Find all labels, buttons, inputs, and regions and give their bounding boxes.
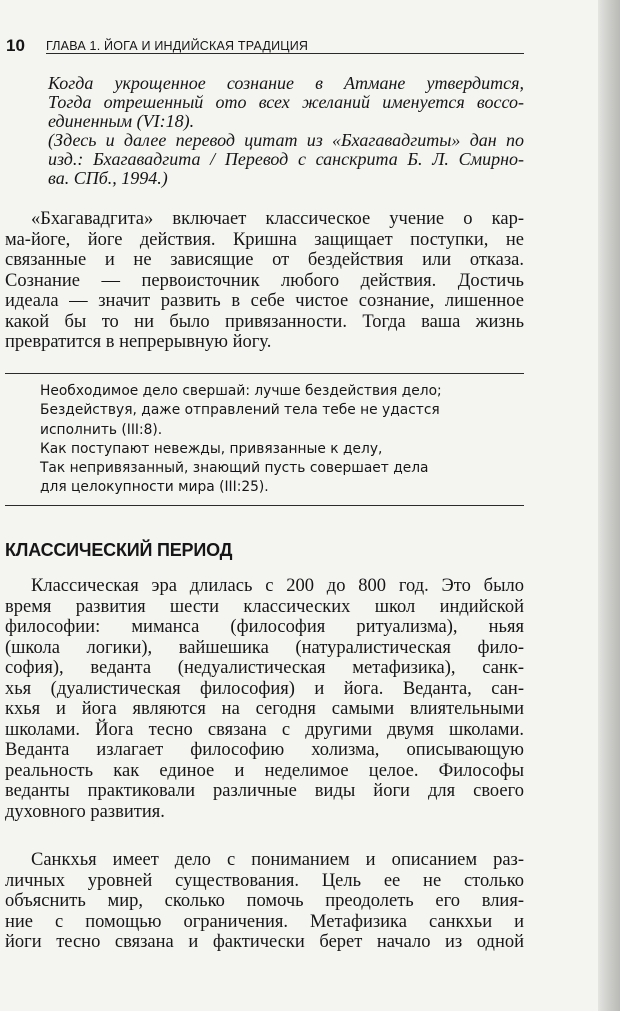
paragraph-line: Санкхья имеет дело с пониманием и описанием раз- xyxy=(31,850,524,870)
verse-bottom-rule xyxy=(5,505,524,506)
paragraph-line: школами. Йога тесно связана с другими двумя школами. xyxy=(5,719,524,740)
paragraph-line: превратится в непрерывную йогу. xyxy=(5,332,272,352)
paragraph-line: Сознание — первоисточник любого действия. Достичь xyxy=(5,270,524,291)
paragraph-line: «Бхагавадгита» включает классическое учение о кар- xyxy=(31,209,524,229)
paragraph-line: йоги тесно связана и фактически берет начало из одной xyxy=(5,932,524,952)
header-rule xyxy=(46,53,524,54)
paragraph-classical-era xyxy=(5,576,524,822)
verse-line: исполнить (III:8). xyxy=(40,421,163,438)
verse-line: Как поступают невежды, привязанные к делу, xyxy=(40,440,383,457)
epigraph-line: Когда укрощенное сознание в Атмане утвердится, xyxy=(48,73,524,93)
epigraph-quote xyxy=(48,74,524,188)
paragraph-line: ма-йоге, йоге действия. Кришна защищает поступки, не xyxy=(5,229,524,250)
chapter-title: ГЛАВА 1. ЙОГА И ИНДИЙСКАЯ ТРАДИЦИЯ xyxy=(46,39,309,53)
paragraph-line: Веданта излагает философию холизма, описывающую xyxy=(5,740,524,760)
page-edge-shadow xyxy=(598,0,620,1011)
paragraph-line: ние с помощью ограничения. Метафизика санкхьи и xyxy=(5,911,524,932)
epigraph-line: ва. СПб., 1994.) xyxy=(48,168,168,188)
epigraph-line: (Здесь и далее перевод цитат из «Бхагавадгиты» дан по xyxy=(48,130,524,150)
verse-top-rule xyxy=(5,373,524,374)
paragraph-line: хья (дуалистическая философия) и йога. Веданта, сан- xyxy=(5,678,524,699)
paragraph-line: софия), веданта (недуалистическая метафизика), санк- xyxy=(5,658,524,678)
epigraph-line: изд.: Бхагавадгита / Перевод с санскрита Б. Л. Смирно- xyxy=(48,149,524,169)
paragraph-line: какой бы то ни было привязанности. Тогда ваша жизнь xyxy=(5,311,524,332)
paragraph-line: объяснить мир, сколько помочь преодолеть его влия- xyxy=(5,891,524,911)
epigraph-line: Тогда отрешенный ото всех желаний именуется воссо- xyxy=(48,92,524,112)
verse-line: Необходимое дело свершай: лучше бездействия дело; xyxy=(40,383,442,399)
paragraph-line: кхья и йога являются на сегодня самыми влиятельными xyxy=(5,699,524,719)
verse-line: Так непривязанный, знающий пусть совершает дела xyxy=(40,460,429,477)
verse-line: для целокупности мира (III:25). xyxy=(40,479,269,496)
verse-line: Бездействуя, даже отправлений тела тебе не удастся xyxy=(40,402,440,419)
page-number: 10 xyxy=(6,36,25,55)
paragraph-line: (школа логики), вайшешика (натуралистическая фило- xyxy=(5,637,524,658)
verse-quote xyxy=(40,382,520,498)
paragraph-bhagavadgita xyxy=(5,209,524,353)
epigraph-line: единенным (VI:18). xyxy=(48,111,195,131)
paragraph-sankhya xyxy=(5,850,524,953)
paragraph-line: веданты практиковали различные виды йоги для своего xyxy=(5,781,524,801)
paragraph-line: Классическая эра длилась с 200 до 800 год. Это было xyxy=(31,576,524,596)
paragraph-line: реальность как единое и неделимое целое. Философы xyxy=(5,760,524,781)
paragraph-line: время развития шести классических школ индийской xyxy=(5,596,524,617)
paragraph-line: идеала — значит развить в себе чистое сознание, лишенное xyxy=(5,291,524,311)
paragraph-line: личных уровней существования. Цель ее не столько xyxy=(5,870,524,891)
paragraph-line: философии: миманса (философия ритуализма), ньяя xyxy=(5,617,524,637)
running-head xyxy=(6,34,524,56)
paragraph-line: связанные и не зависящие от бездействия или отказа. xyxy=(5,250,524,270)
paragraph-line: духовного развития. xyxy=(5,801,165,822)
section-heading: КЛАССИЧЕСКИЙ ПЕРИОД xyxy=(5,540,233,560)
